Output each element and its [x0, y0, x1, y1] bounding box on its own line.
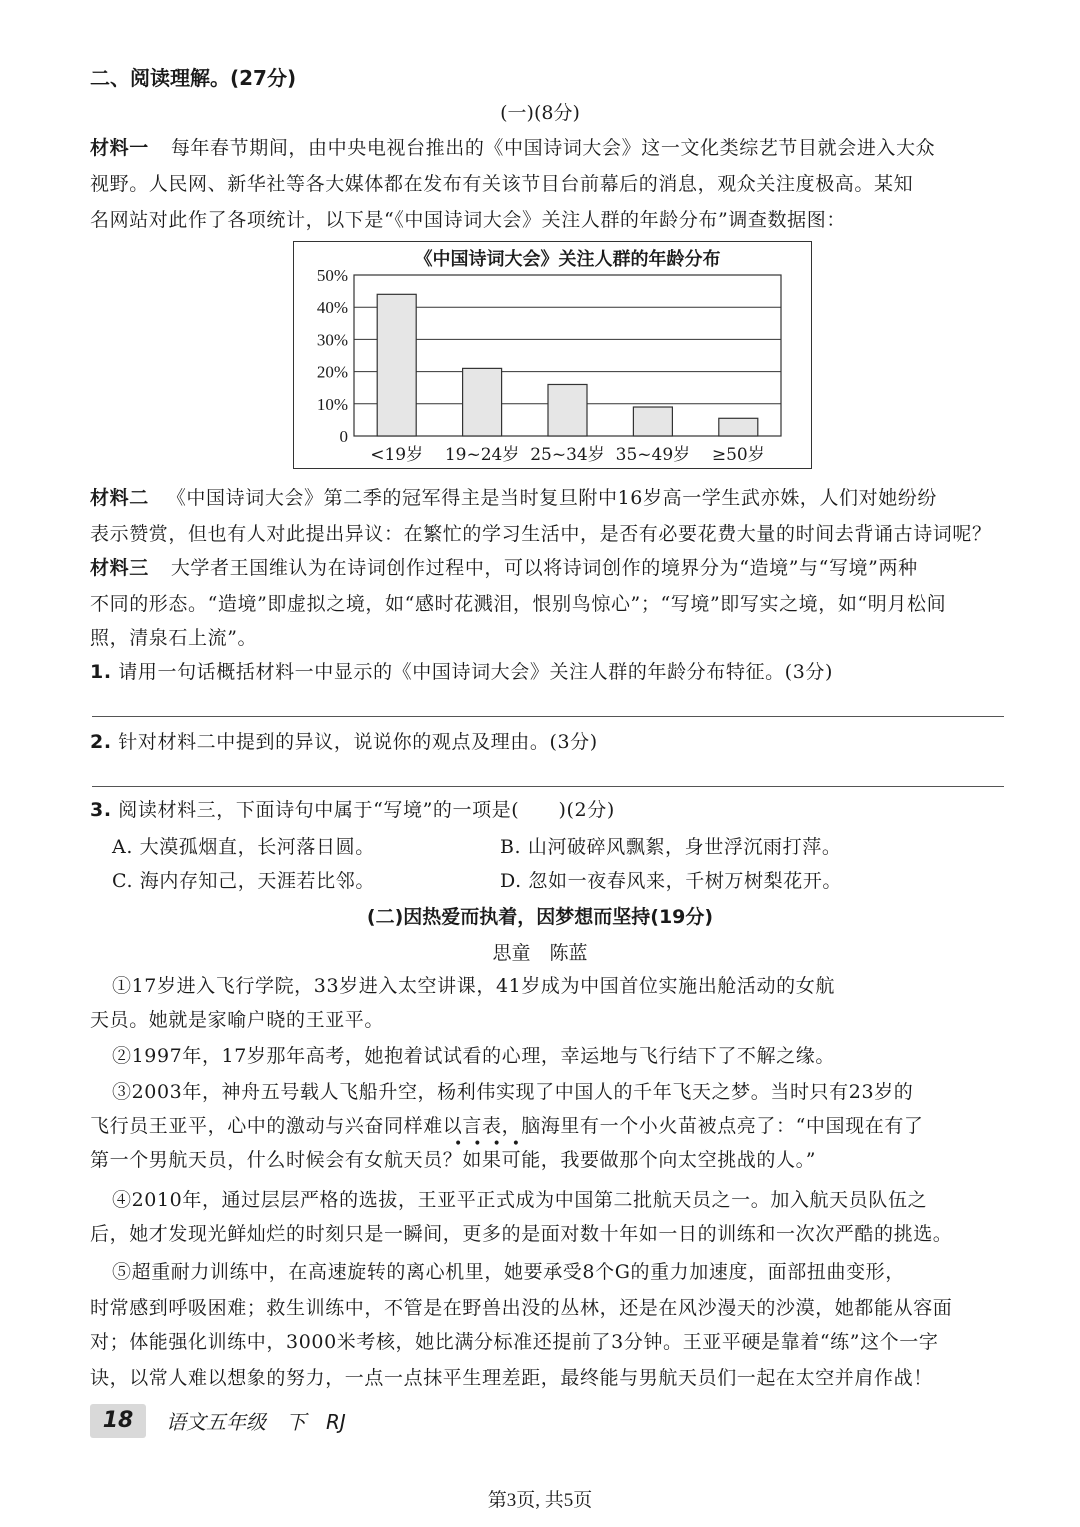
material3-line-2: 不同的形态。“造境”即虚拟之境，如“感时花溅泪，恨别鸟惊心”；“写境”即写实之境，如“明月松间 [90, 593, 947, 615]
material3-line-3: 照，清泉石上流”。 [90, 627, 258, 649]
material3-line-1: 材料三 大学者王国维认为在诗词创作过程中，可以将诗词创作的境界分为“造境”与“写境”两种 [90, 557, 918, 579]
material2-line-1: 材料二 《中国诗词大会》第二季的冠军得主是当时复旦附中16岁高一学生武亦姝，人们对她纷纷 [90, 487, 937, 509]
part2-title: (二)因热爱而执着，因梦想而坚持(19分) [366, 906, 714, 928]
bar [719, 418, 758, 436]
chart-title: 《中国诗词大会》关注人群的年龄分布 [414, 249, 721, 270]
answer-line-2[interactable] [92, 786, 1004, 787]
part1-title: (一)(8分) [500, 102, 580, 124]
bar [633, 407, 672, 436]
paragraph-3-line-3: 第一个男航天员，什么时候会有女航天员？如果可能，我要做那个向太空挑战的人。” [90, 1149, 817, 1171]
chart-svg [294, 242, 811, 468]
bar [463, 368, 502, 436]
x-tick-label: 25~34岁 [530, 445, 605, 465]
paragraph-5-line-1: ⑤超重耐力训练中，在高速旋转的离心机里，她要承受8个G的重力加速度，面部扭曲变形， [112, 1261, 905, 1283]
material3-label: 材料三 [90, 557, 149, 579]
x-tick-label: <19岁 [370, 445, 424, 465]
option-b: B. 山河破碎风飘絮，身世浮沉雨打萍。 [500, 836, 842, 858]
bar [377, 294, 416, 436]
option-a: A. 大漠孤烟直，长河落日圆。 [112, 836, 375, 858]
paragraph-4-line-1: ④2010年，通过层层严格的选拔，王亚平正式成为中国第二批航天员之一。加入航天员队伍之 [112, 1189, 928, 1211]
paragraph-2: ②1997年，17岁那年高考，她抱着试试看的心理，幸运地与飞行结下了不解之缘。 [112, 1045, 835, 1067]
material2-line-2: 表示赞赏，但也有人对此提出异议：在繁忙的学习生活中，是否有必要花费大量的时间去背诵古诗词呢？ [90, 523, 992, 545]
page-number-badge: 18 [90, 1404, 146, 1438]
y-tick-label: 0 [339, 427, 348, 446]
book-title: 语文五年级 下 RJ [166, 1410, 346, 1434]
article-author: 思童 陈蓝 [492, 942, 588, 964]
paragraph-5-line-3: 对；体能强化训练中，3000米考核，她比满分标准还提前了3分钟。王亚平硬是靠着“练”这个一字 [90, 1331, 939, 1353]
y-tick-label: 10% [316, 394, 348, 414]
paragraph-1-line-1: ①17岁进入飞行学院，33岁进入太空讲课，41岁成为中国首位实施出舱活动的女航 [112, 975, 835, 997]
paragraph-5-line-4: 诀，以常人难以想象的努力，一点一点抹平生理差距，最终能与男航天员们一起在太空并肩作战！ [90, 1367, 933, 1389]
option-d: D. 忽如一夜春风来，千树万树梨花开。 [500, 870, 843, 892]
page-indicator: 第3页, 共5页 [487, 1490, 593, 1511]
option-c: C. 海内存知己，天涯若比邻。 [112, 870, 375, 892]
x-tick-label: 19~24岁 [444, 445, 520, 465]
paragraph-3-line-2: 飞行员王亚平，心中的激动与兴奋同样难以言表，脑海里有一个小火苗被点亮了：“中国现在有了 [90, 1115, 924, 1137]
question-1: 1. 请用一句话概括材料一中显示的《中国诗词大会》关注人群的年龄分布特征。(3分) [90, 661, 833, 683]
question-2: 2. 针对材料二中提到的异议，说说你的观点及理由。(3分) [90, 731, 598, 753]
material1-line-3: 名网站对此作了各项统计，以下是“《中国诗词大会》关注人群的年龄分布”调查数据图： [90, 209, 846, 231]
paragraph-4-line-2: 后，她才发现光鲜灿烂的时刻只是一瞬间，更多的是面对数十年如一日的训练和一次次严酷的挑选。 [90, 1223, 953, 1245]
y-tick-label: 20% [316, 362, 348, 382]
material1-line-1: 材料一 每年春节期间，由中央电视台推出的《中国诗词大会》这一文化类综艺节目就会进入大众 [90, 137, 936, 159]
x-tick-label: 35~49岁 [615, 445, 691, 465]
age-distribution-chart [293, 241, 812, 469]
bar [548, 384, 587, 436]
answer-line-1[interactable] [92, 716, 1004, 717]
material1-line-2: 视野。人民网、新华社等各大媒体都在发布有关该节目台前幕后的消息，观众关注度极高。某知 [90, 173, 914, 195]
paragraph-5-line-2: 时常感到呼吸困难；救生训练中，不管是在野兽出没的丛林，还是在风沙漫天的沙漠，她都能从容面 [90, 1297, 953, 1319]
material2-label: 材料二 [90, 487, 149, 509]
emphasis-dots: •••• [454, 1136, 532, 1152]
material1-label: 材料一 [90, 137, 149, 159]
question-3: 3. 阅读材料三，下面诗句中属于“写境”的一项是( )(2分) [90, 799, 615, 821]
y-tick-label: 50% [316, 266, 348, 285]
x-tick-label: ≥50岁 [711, 445, 765, 465]
y-tick-label: 30% [316, 330, 348, 350]
section-title: 二、阅读理解。(27分) [90, 66, 297, 90]
paragraph-1-line-2: 天员。她就是家喻户晓的王亚平。 [90, 1009, 385, 1031]
paragraph-3-line-1: ③2003年，神舟五号载人飞船升空，杨利伟实现了中国人的千年飞天之梦。当时只有23岁的 [112, 1081, 914, 1103]
y-tick-label: 40% [316, 298, 348, 318]
